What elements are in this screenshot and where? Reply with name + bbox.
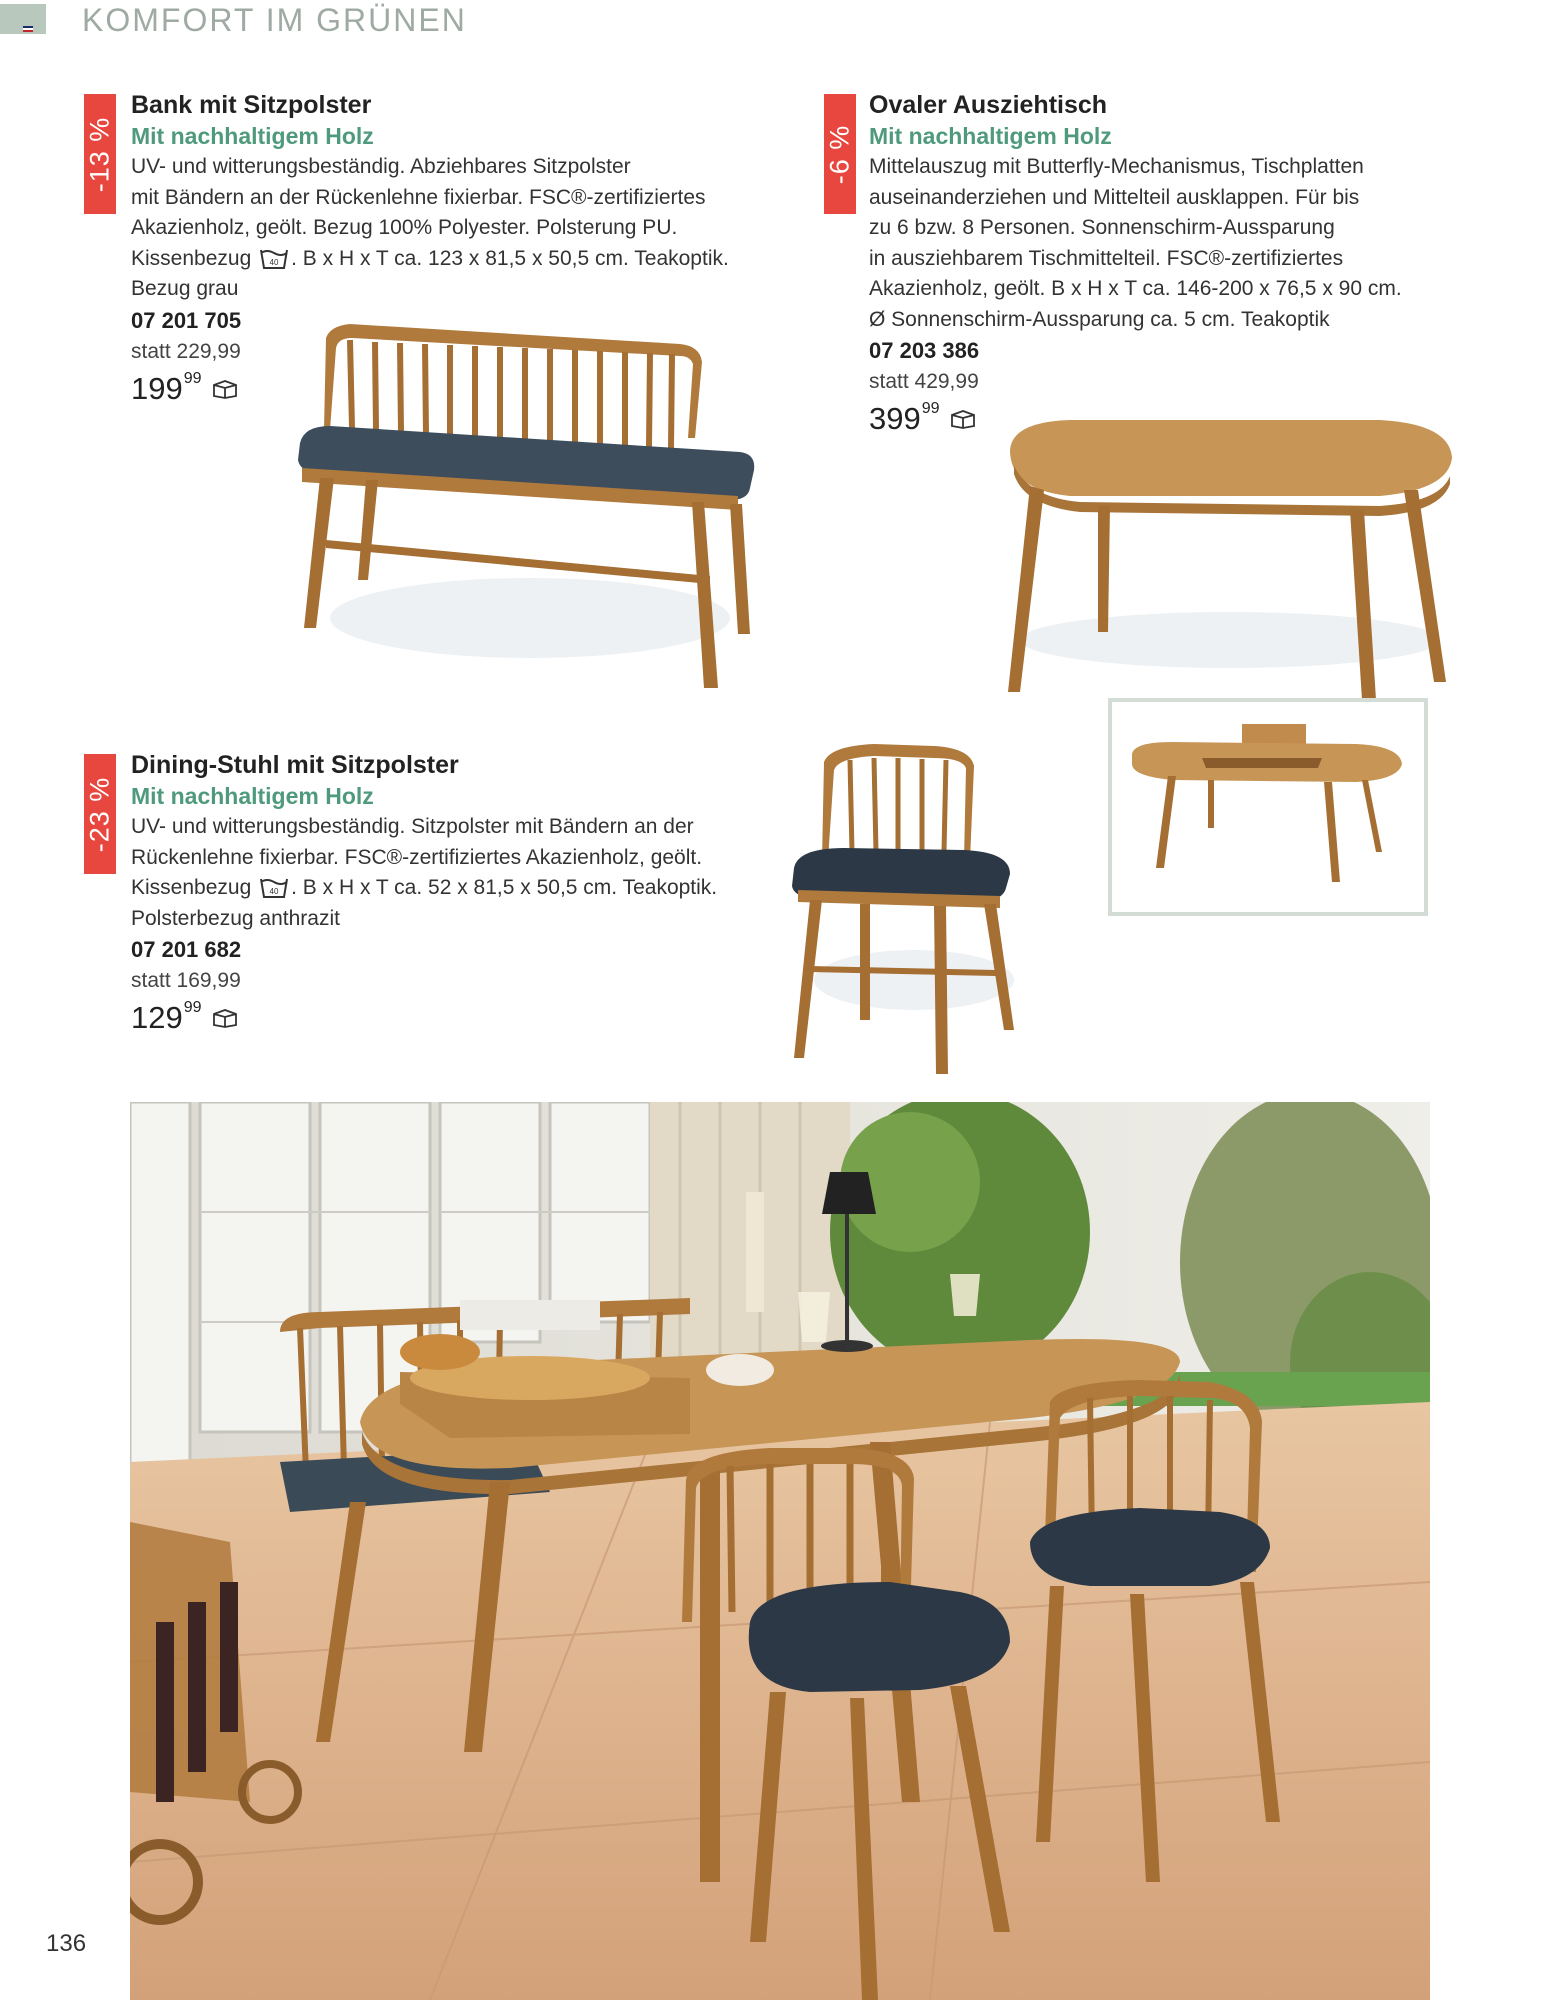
- desc-line: UV- und witterungsbeständig. Abziehbares Sitzpolster: [131, 155, 631, 178]
- desc-line: Akazienholz, geölt. B x H x T ca. 146-200 x 76,5 x 90 cm.: [869, 277, 1402, 300]
- product-subtitle: Mit nachhaltigem Holz: [131, 123, 374, 149]
- page-number: 136: [46, 1930, 87, 1957]
- product-description: [131, 812, 811, 934]
- old-price: statt 429,99: [869, 370, 979, 393]
- shipping-box-icon: [212, 379, 238, 399]
- product-title: Bank mit Sitzpolster: [131, 91, 372, 119]
- shipping-box-icon: [950, 409, 976, 429]
- lifestyle-photo: [130, 1102, 1430, 2000]
- desc-line: Kissenbezug 40 . B x H x T ca. 123 x 81,5 x 50,5 cm. Teakoptik.: [131, 246, 729, 270]
- desc-line: zu 6 bzw. 8 Personen. Sonnenschirm-Aussparung: [869, 216, 1335, 239]
- table-extended-image: [1112, 702, 1416, 904]
- product-table: [869, 90, 1539, 441]
- wash-40-icon: [259, 876, 289, 900]
- article-number: 07 201 705: [131, 307, 242, 333]
- desc-line: mit Bändern an der Rückenlehne fixierbar. FSC®-zertifiziertes: [131, 185, 706, 209]
- svg-text:40: 40: [269, 257, 279, 267]
- bench-image: [290, 318, 770, 698]
- discount-label: -13 %: [84, 116, 115, 192]
- desc-line: auseinanderziehen und Mittelteil ausklappen. Für bis: [869, 185, 1360, 209]
- desc-line: Akazienholz, geölt. Bezug 100% Polyester. Polsterung PU.: [131, 216, 678, 239]
- product-description: [869, 152, 1539, 335]
- price: 129 $^{99}$: [131, 996, 811, 1040]
- desc-line: Ø Sonnenschirm-Aussparung ca. 5 cm. Teakoptik: [869, 307, 1330, 331]
- desc-line: Bezug grau: [131, 277, 239, 300]
- product-subtitle: Mit nachhaltigem Holz: [131, 783, 374, 809]
- product-description: [131, 152, 771, 305]
- discount-badge: [824, 94, 856, 214]
- desc-line: in ausziehbarem Tischmittelteil. FSC®-zertifiziertes: [869, 246, 1344, 270]
- shipping-box-icon: [212, 1008, 238, 1028]
- article-number: 07 201 682: [131, 937, 242, 962]
- svg-text:40: 40: [269, 887, 279, 897]
- table-extended-inset: [1108, 698, 1428, 916]
- header-color-tab: [0, 4, 46, 34]
- desc-line: Kissenbezug 40 . B x H x T ca. 52 x 81,5 x 50,5 cm. Teakoptik.: [131, 876, 718, 899]
- discount-badge: [84, 754, 116, 874]
- product-title: Dining-Stuhl mit Sitzpolster: [131, 751, 459, 779]
- old-price: statt 169,99: [131, 969, 241, 992]
- chair-image: [784, 740, 1024, 1080]
- section-title: KOMFORT IM GRÜNEN: [82, 2, 467, 38]
- price: 399 $^{99}$: [869, 397, 1539, 441]
- discount-badge: [84, 94, 116, 214]
- desc-line: UV- und witterungsbeständig. Sitzpolster mit Bändern an der: [131, 815, 694, 838]
- price: 199 $^{99}$: [131, 367, 771, 411]
- product-chair: [131, 750, 811, 1040]
- article-number: 07 203 386: [869, 338, 980, 363]
- old-price: statt 229,99: [131, 339, 241, 363]
- discount-label: -6 %: [824, 124, 855, 184]
- table-image: [1000, 410, 1460, 710]
- wash-40-icon: [259, 247, 289, 271]
- product-subtitle: Mit nachhaltigem Holz: [869, 123, 1112, 149]
- product-title: Ovaler Ausziehtisch: [869, 91, 1108, 119]
- flag-icon: [23, 26, 33, 32]
- desc-line: Rückenlehne fixierbar. FSC®-zertifiziertes Akazienholz, geölt.: [131, 845, 703, 869]
- desc-line: Polsterbezug anthrazit: [131, 906, 340, 930]
- desc-line: Mittelauszug mit Butterfly-Mechanismus, Tischplatten: [869, 155, 1364, 178]
- discount-label: -23 %: [84, 776, 115, 852]
